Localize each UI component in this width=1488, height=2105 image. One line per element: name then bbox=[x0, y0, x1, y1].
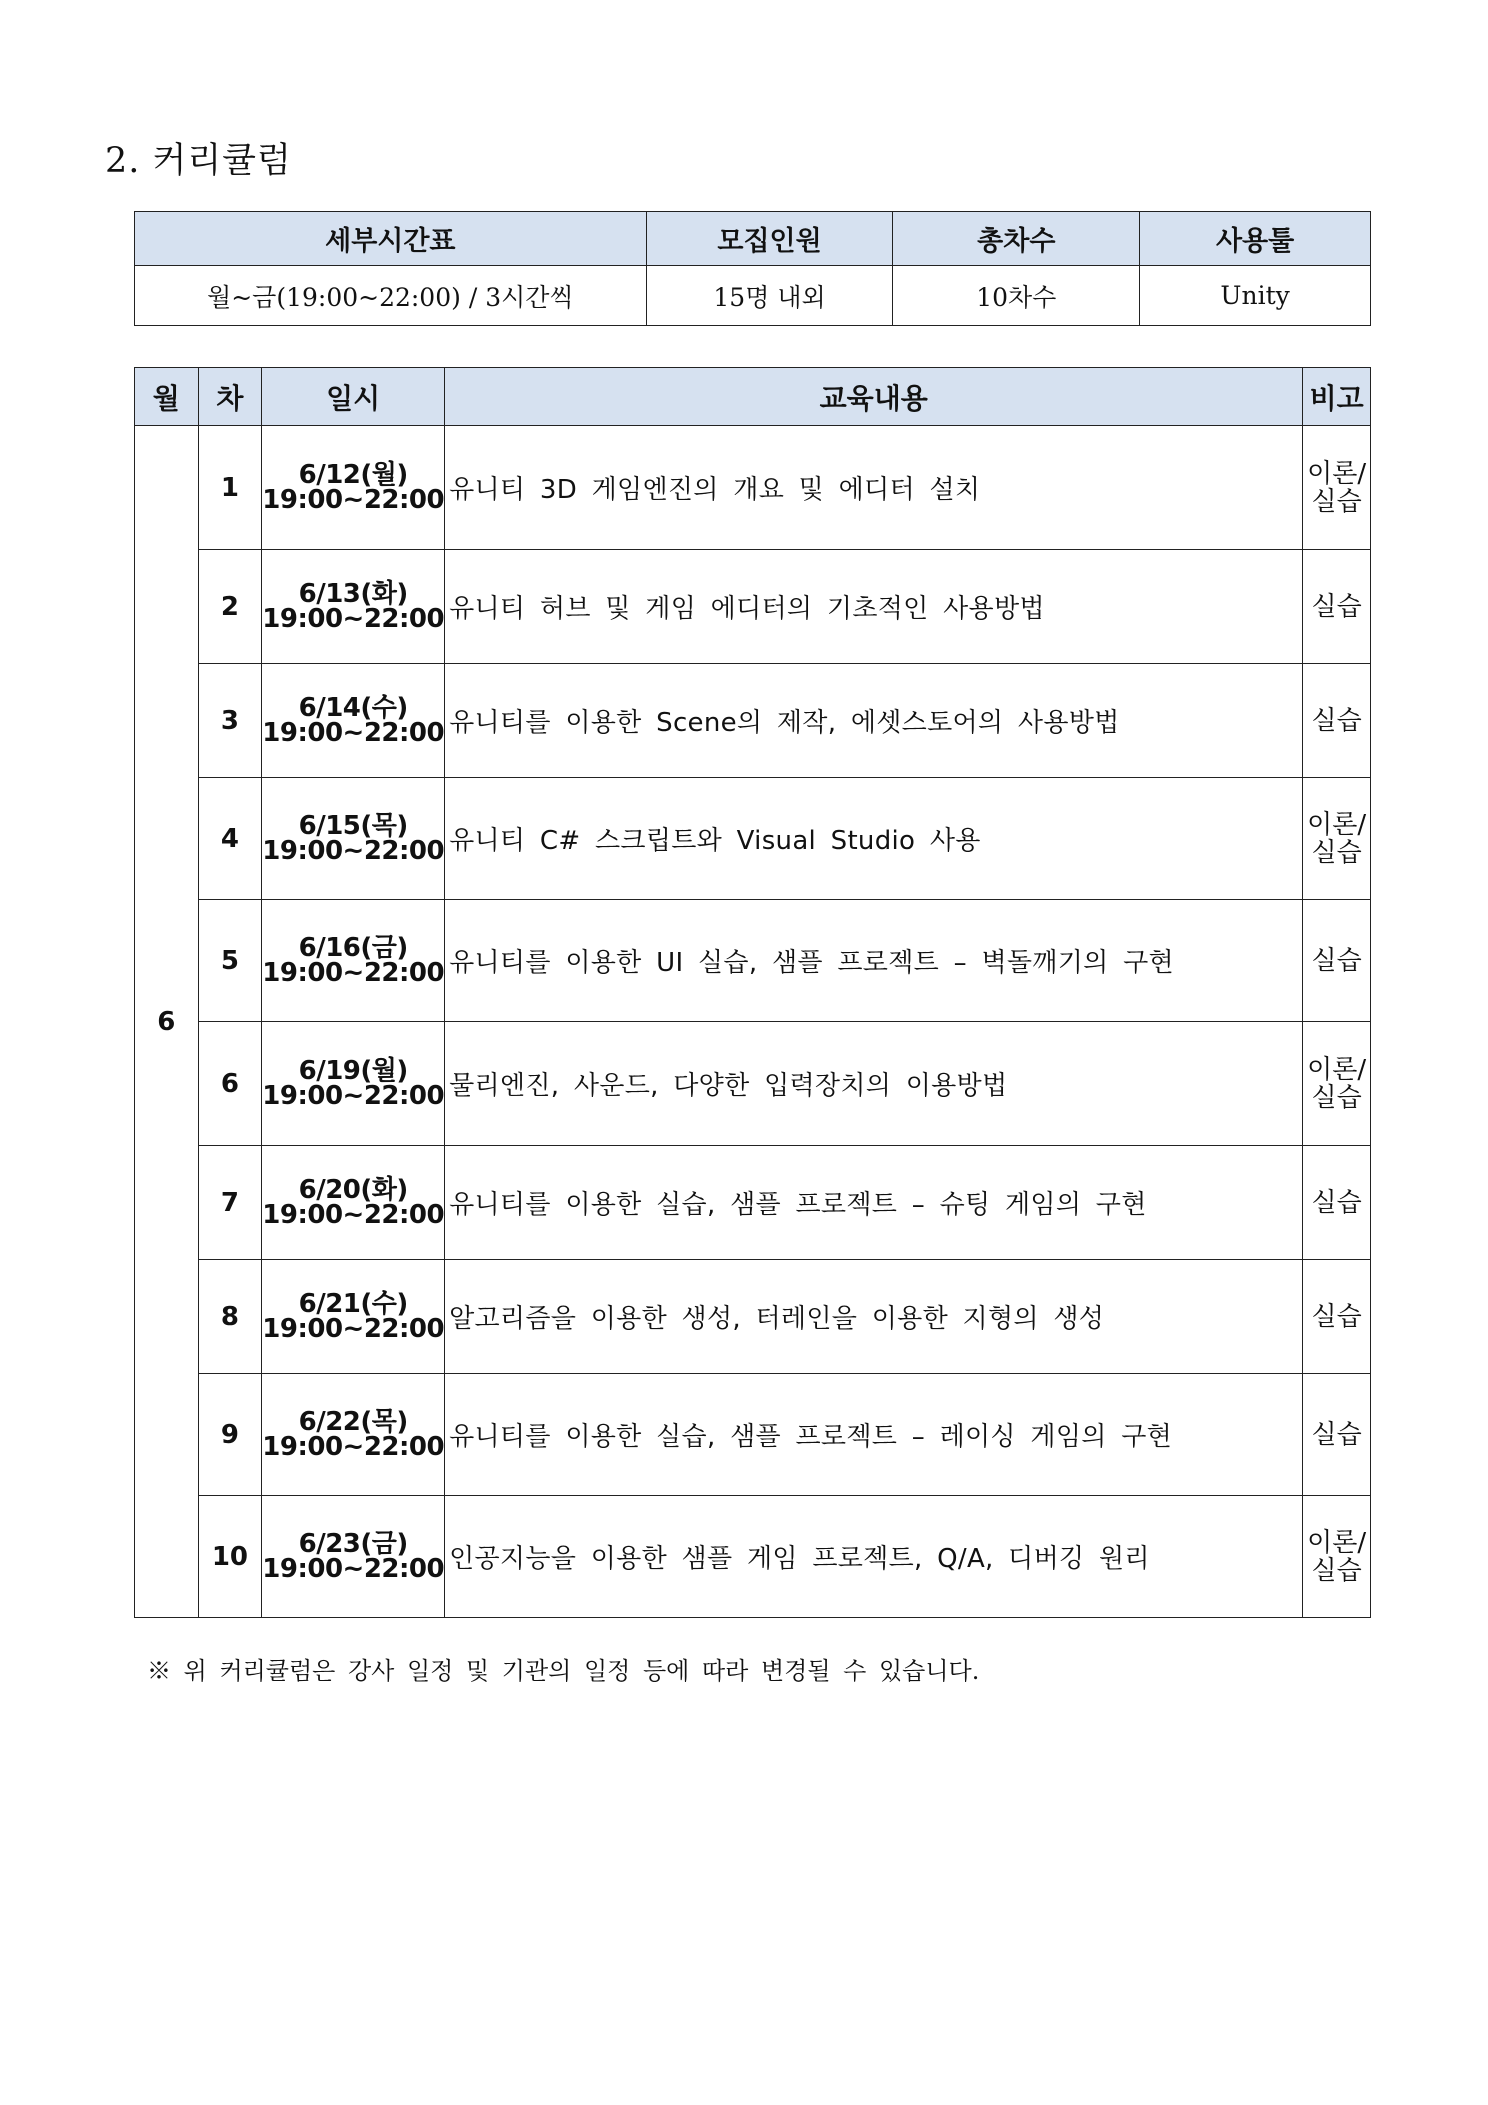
session-datetime bbox=[262, 550, 445, 664]
session-date: 6/22(목) bbox=[298, 1406, 408, 1437]
session-remark: 이론/ 실습 bbox=[1303, 1022, 1371, 1146]
footnote: ※ 위 커리큘럼은 강사 일정 및 기관의 일정 등에 따라 변경될 수 있습니다. bbox=[147, 1657, 980, 1685]
session-time: 19:00~22:00 bbox=[262, 603, 445, 634]
header-content: 교육내용 bbox=[445, 368, 1303, 426]
session-time: 19:00~22:00 bbox=[262, 835, 445, 866]
session-content: 유니티를 이용한 실습, 샘플 프로젝트 – 슈팅 게임의 구현 bbox=[445, 1146, 1303, 1260]
summary-header-tool: 사용툴 bbox=[1140, 212, 1371, 266]
session-number: 5 bbox=[198, 900, 262, 1022]
summary-header-schedule: 세부시간표 bbox=[135, 212, 647, 266]
session-remark: 이론/ 실습 bbox=[1303, 426, 1371, 550]
summary-value-capacity: 15명 내외 bbox=[646, 266, 893, 326]
session-content: 유니티를 이용한 Scene의 제작, 에셋스토어의 사용방법 bbox=[445, 664, 1303, 778]
section-title: 2. 커리큘럼 bbox=[105, 141, 292, 181]
session-content: 알고리즘을 이용한 생성, 터레인을 이용한 지형의 생성 bbox=[445, 1260, 1303, 1374]
session-datetime bbox=[262, 900, 445, 1022]
session-date: 6/21(수) bbox=[298, 1288, 408, 1319]
schedule-header-row bbox=[135, 368, 1371, 426]
session-remark: 실습 bbox=[1303, 550, 1371, 664]
schedule-row bbox=[135, 1146, 1371, 1260]
session-date: 6/14(수) bbox=[298, 692, 408, 723]
session-datetime bbox=[262, 778, 445, 900]
session-time: 19:00~22:00 bbox=[262, 484, 445, 515]
summary-value-schedule: 월~금(19:00~22:00) / 3시간씩 bbox=[135, 266, 647, 326]
schedule-row bbox=[135, 778, 1371, 900]
summary-header-sessions: 총차수 bbox=[893, 212, 1140, 266]
session-datetime bbox=[262, 426, 445, 550]
session-number: 7 bbox=[198, 1146, 262, 1260]
session-content: 유니티를 이용한 UI 실습, 샘플 프로젝트 – 벽돌깨기의 구현 bbox=[445, 900, 1303, 1022]
session-content: 유니티 C# 스크립트와 Visual Studio 사용 bbox=[445, 778, 1303, 900]
session-remark: 이론/ 실습 bbox=[1303, 778, 1371, 900]
summary-value-row bbox=[135, 266, 1371, 326]
session-number: 6 bbox=[198, 1022, 262, 1146]
schedule-row bbox=[135, 1260, 1371, 1374]
session-datetime bbox=[262, 1496, 445, 1618]
summary-value-sessions: 10차수 bbox=[893, 266, 1140, 326]
session-time: 19:00~22:00 bbox=[262, 1431, 445, 1462]
session-datetime bbox=[262, 1022, 445, 1146]
schedule-row bbox=[135, 1496, 1371, 1618]
summary-value-tool: Unity bbox=[1140, 266, 1371, 326]
session-time: 19:00~22:00 bbox=[262, 717, 445, 748]
session-datetime bbox=[262, 664, 445, 778]
session-remark: 실습 bbox=[1303, 1260, 1371, 1374]
header-session: 차 bbox=[198, 368, 262, 426]
session-time: 19:00~22:00 bbox=[262, 1080, 445, 1111]
session-content: 유니티 3D 게임엔진의 개요 및 에디터 설치 bbox=[445, 426, 1303, 550]
session-datetime bbox=[262, 1146, 445, 1260]
schedule-row bbox=[135, 1374, 1371, 1496]
session-date: 6/16(금) bbox=[298, 932, 408, 963]
session-number: 10 bbox=[198, 1496, 262, 1618]
schedule-row bbox=[135, 426, 1371, 550]
summary-header-row bbox=[135, 212, 1371, 266]
session-datetime bbox=[262, 1260, 445, 1374]
schedule-body bbox=[135, 426, 1371, 1618]
session-content: 물리엔진, 사운드, 다양한 입력장치의 이용방법 bbox=[445, 1022, 1303, 1146]
month-cell: 6 bbox=[135, 426, 199, 1618]
session-content: 인공지능을 이용한 샘플 게임 프로젝트, Q/A, 디버깅 원리 bbox=[445, 1496, 1303, 1618]
header-datetime: 일시 bbox=[262, 368, 445, 426]
session-remark: 실습 bbox=[1303, 1374, 1371, 1496]
session-time: 19:00~22:00 bbox=[262, 1553, 445, 1584]
session-remark: 실습 bbox=[1303, 900, 1371, 1022]
session-remark: 이론/ 실습 bbox=[1303, 1496, 1371, 1618]
session-datetime bbox=[262, 1374, 445, 1496]
session-date: 6/20(화) bbox=[298, 1174, 408, 1205]
header-remarks: 비고 bbox=[1303, 368, 1371, 426]
session-content: 유니티 허브 및 게임 에디터의 기초적인 사용방법 bbox=[445, 550, 1303, 664]
session-date: 6/15(목) bbox=[298, 810, 408, 841]
schedule-row bbox=[135, 900, 1371, 1022]
session-date: 6/19(월) bbox=[298, 1055, 408, 1086]
session-number: 3 bbox=[198, 664, 262, 778]
schedule-row bbox=[135, 1022, 1371, 1146]
schedule-row bbox=[135, 550, 1371, 664]
header-month: 월 bbox=[135, 368, 199, 426]
session-content: 유니티를 이용한 실습, 샘플 프로젝트 – 레이싱 게임의 구현 bbox=[445, 1374, 1303, 1496]
schedule-table bbox=[134, 367, 1371, 1618]
schedule-row bbox=[135, 664, 1371, 778]
session-number: 9 bbox=[198, 1374, 262, 1496]
session-time: 19:00~22:00 bbox=[262, 1199, 445, 1230]
session-time: 19:00~22:00 bbox=[262, 1313, 445, 1344]
session-number: 2 bbox=[198, 550, 262, 664]
summary-table bbox=[134, 211, 1371, 326]
summary-header-capacity: 모집인원 bbox=[646, 212, 893, 266]
session-number: 8 bbox=[198, 1260, 262, 1374]
session-remark: 실습 bbox=[1303, 664, 1371, 778]
session-remark: 실습 bbox=[1303, 1146, 1371, 1260]
session-number: 4 bbox=[198, 778, 262, 900]
session-date: 6/13(화) bbox=[298, 578, 408, 609]
session-date: 6/23(금) bbox=[298, 1528, 408, 1559]
session-date: 6/12(월) bbox=[298, 459, 408, 490]
session-number: 1 bbox=[198, 426, 262, 550]
session-time: 19:00~22:00 bbox=[262, 957, 445, 988]
